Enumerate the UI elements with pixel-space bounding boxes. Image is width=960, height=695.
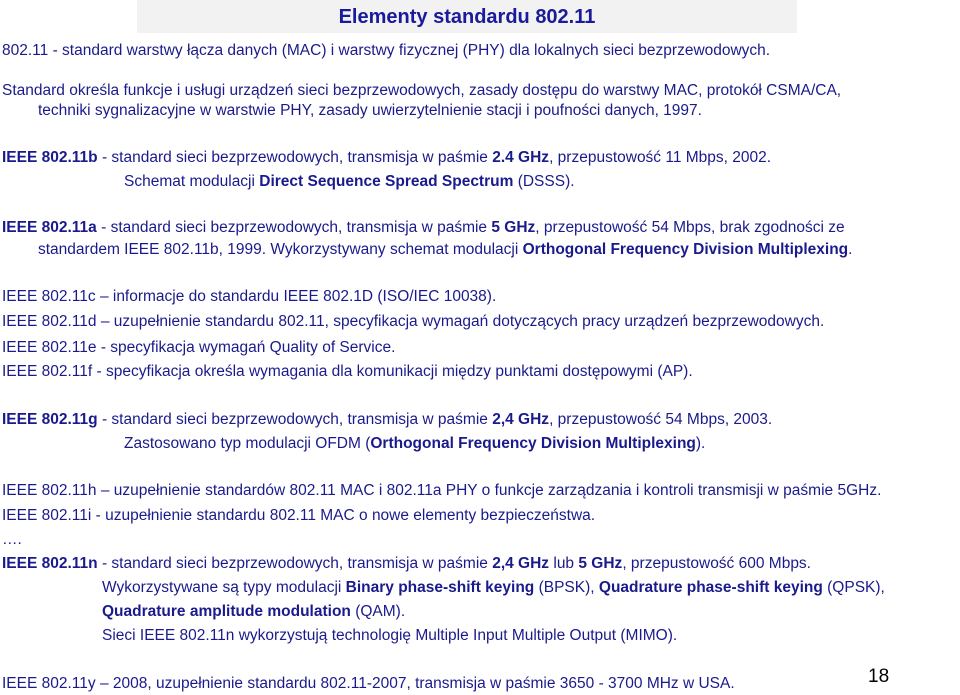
text-segment: standardem IEEE 802.11b, 1999. Wykorzystywany schemat modulacji <box>38 241 523 258</box>
text-line <box>2 481 881 501</box>
bold-term: Orthogonal Frequency Division Multiplexing <box>370 435 696 452</box>
text-segment: lub <box>549 555 579 572</box>
text-segment: Standard określa funkcje i usługi urządzeń sieci bezprzewodowych, zasady dostępu do warstwy MAC, protokół CSMA/CA, <box>2 82 842 99</box>
text-segment: , przepustowość 54 Mbps, brak zgodności ze <box>535 219 845 236</box>
bold-term: 2,4 GHz <box>492 555 550 572</box>
bold-term: Quadrature phase-shift keying <box>598 579 823 596</box>
bold-term: IEEE 802.11b <box>2 149 98 166</box>
text-segment: (QPSK), <box>822 579 885 596</box>
bold-term: IEEE 802.11n <box>2 555 98 572</box>
text-segment: - standard sieci bezprzewodowych, transmisja w paśmie <box>96 219 492 236</box>
text-line <box>2 148 771 168</box>
bold-term: IEEE 802.11g <box>2 411 98 428</box>
text-segment: - standard sieci bezprzewodowych, transmisja w paśmie <box>97 149 493 166</box>
text-segment: IEEE 802.11c – informacje do standardu IEEE 802.1D (ISO/IEC 10038). <box>2 288 497 305</box>
text-line <box>2 218 845 238</box>
text-segment: IEEE 802.11y – 2008, uzupełnienie standardu 802.11-2007, transmisja w paśmie 3650 - 3700 MHz w USA. <box>2 675 735 692</box>
text-line <box>2 410 772 430</box>
bold-term: Quadrature amplitude modulation <box>102 603 351 620</box>
text-segment: , przepustowość 54 Mbps, 2003. <box>549 411 773 428</box>
text-segment: IEEE 802.11f - specyfikacja określa wymagania dla komunikacji między punktami dostępowymi (AP). <box>2 363 693 380</box>
text-line <box>2 506 595 526</box>
text-segment: 802.11 - standard warstwy łącza danych (MAC) i warstwy fizycznej (PHY) dla lokalnych sieci bezprzewodowych. <box>2 42 771 59</box>
text-segment: - standard sieci bezprzewodowych, transmisja w paśmie <box>97 555 493 572</box>
bold-term: 2.4 GHz <box>492 149 550 166</box>
text-segment: IEEE 802.11e - specyfikacja wymagań Quality of Service. <box>2 339 396 356</box>
text-line <box>2 81 841 101</box>
text-segment: Zastosowano typ modulacji OFDM ( <box>124 435 371 452</box>
bold-term: 5 GHz <box>578 555 623 572</box>
bold-term: Direct Sequence Spread Spectrum <box>259 173 514 190</box>
text-line <box>102 626 677 646</box>
page-number: 18 <box>868 666 890 687</box>
text-line <box>38 101 702 121</box>
text-segment: techniki sygnalizacyjne w warstwie PHY, zasady uwierzytelnienie stacji i poufności danych, 1997. <box>38 102 702 119</box>
text-segment: Wykorzystywane są typy modulacji <box>102 579 346 596</box>
title-bar <box>137 0 797 33</box>
bold-term: 5 GHz <box>491 219 536 236</box>
text-segment: IEEE 802.11d – uzupełnienie standardu 802.11, specyfikacja wymagań dotyczących pracy urządzeń bezprzewodowych. <box>2 313 825 330</box>
text-line <box>102 602 405 622</box>
bold-term: Binary phase-shift keying <box>345 579 535 596</box>
text-segment: (BPSK), <box>534 579 599 596</box>
text-segment: . <box>848 241 853 258</box>
text-line <box>2 530 22 550</box>
text-segment: , przepustowość 600 Mbps. <box>622 555 811 572</box>
text-segment: IEEE 802.11i - uzupełnienie standardu 802.11 MAC o nowe elementy bezpieczeństwa. <box>2 507 596 524</box>
text-line <box>2 338 395 358</box>
text-segment: - standard sieci bezprzewodowych, transmisja w paśmie <box>97 411 493 428</box>
text-segment: (QAM). <box>350 603 406 620</box>
bold-term: 2,4 GHz <box>492 411 550 428</box>
text-line <box>2 41 770 61</box>
slide-title: Elementy standardu 802.11 <box>338 6 596 28</box>
text-line <box>2 674 735 694</box>
text-segment: …. <box>2 531 22 548</box>
text-line <box>102 578 885 598</box>
text-line <box>2 554 811 574</box>
text-segment: Sieci IEEE 802.11n wykorzystują technologię Multiple Input Multiple Output (MIMO). <box>102 627 678 644</box>
text-segment: ). <box>695 435 706 452</box>
text-line <box>124 172 575 192</box>
text-segment: IEEE 802.11h – uzupełnienie standardów 802.11 MAC i 802.11a PHY o funkcje zarządzania i kontroli transmisji w paśmie 5GHz. <box>2 482 882 499</box>
text-segment: Schemat modulacji <box>124 173 260 190</box>
text-line <box>2 312 824 332</box>
text-segment: , przepustowość 11 Mbps, 2002. <box>549 149 772 166</box>
bold-term: Orthogonal Frequency Division Multiplexing <box>522 241 849 258</box>
text-line <box>38 240 852 260</box>
text-line <box>2 287 496 307</box>
bold-term: IEEE 802.11a <box>2 219 97 236</box>
text-line <box>2 362 693 382</box>
text-line <box>124 434 705 454</box>
text-segment: (DSSS). <box>513 173 575 190</box>
